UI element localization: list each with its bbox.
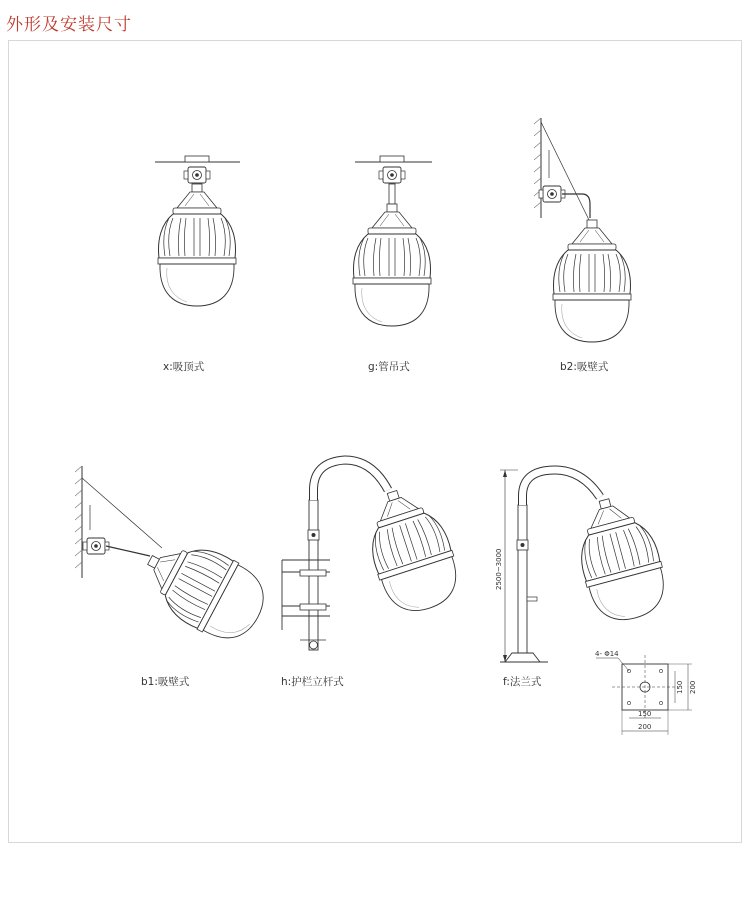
hole-spec-label: 4- Φ14 xyxy=(595,650,619,658)
section-title: 外形及安装尺寸 xyxy=(6,15,132,35)
caption-x: x:吸顶式 xyxy=(163,361,205,373)
outer-height-label: 200 xyxy=(689,680,697,694)
fixture-b1-wall-tilted xyxy=(75,466,276,652)
outer-width-label: 200 xyxy=(638,723,652,731)
caption-b1: b1:吸壁式 xyxy=(141,676,190,688)
inner-height-label: 150 xyxy=(676,680,684,694)
fixture-g-pendant xyxy=(353,156,432,326)
height-dimension-label: 2500~3000 xyxy=(495,548,503,590)
caption-b2: b2:吸壁式 xyxy=(560,361,609,373)
fixture-h-guardrail xyxy=(282,460,467,650)
fixture-x-ceiling xyxy=(155,156,240,306)
fixture-f-flange xyxy=(495,470,673,662)
flange-plate-detail xyxy=(595,650,697,735)
inner-width-label: 150 xyxy=(638,710,652,718)
fixture-b2-wall xyxy=(534,118,631,342)
caption-h: h:护栏立杆式 xyxy=(281,676,344,688)
caption-g: g:管吊式 xyxy=(368,361,410,373)
caption-f: f:法兰式 xyxy=(503,676,542,688)
